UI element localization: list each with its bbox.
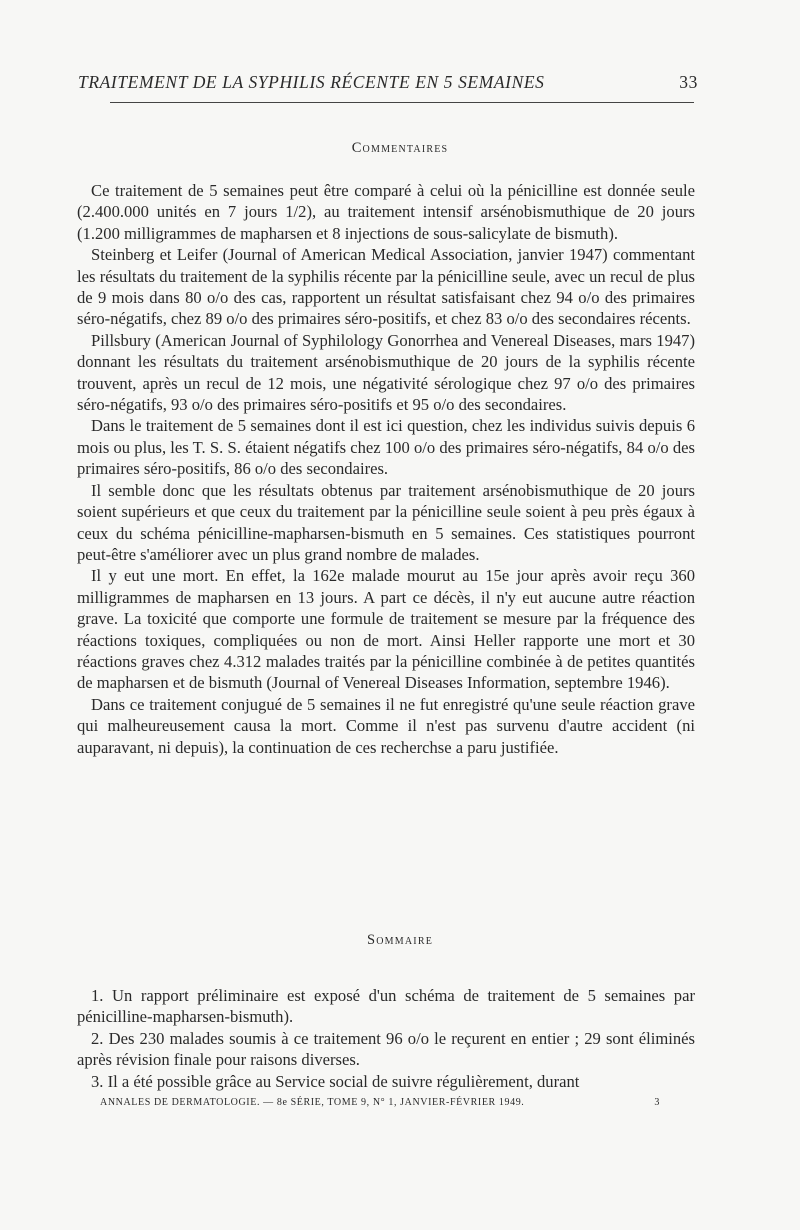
paragraph: Ce traitement de 5 semaines peut être comparé à celui où la pénicilline est donnée seule (2.400.000 unités en 7 jours 1/2), au traitement intensif arsénobismuthique de 20 jours (1.200 milligrammes de mapharsen et 8 injections de sous-salicylate de bismuth). bbox=[77, 181, 695, 243]
footer-citation: ANNALES DE DERMATOLOGIE. — 8e SÉRIE, TOME 9, N° 1, JANVIER-FÉVRIER 1949. bbox=[100, 1097, 525, 1108]
header-rule bbox=[110, 102, 694, 103]
running-header bbox=[78, 72, 698, 93]
running-title: TRAITEMENT DE LA SYPHILIS RÉCENTE EN 5 SEMAINES bbox=[78, 72, 545, 92]
page-footer bbox=[100, 1097, 660, 1108]
paragraph: Steinberg et Leifer (Journal of American Medical Association, janvier 1947) commentant les résultats du traitement de la syphilis récente par la pénicilline seule, avec un recul de plus de 9 mois dans 80 o/o des cas, rapportent un résultat satisfaisant chez 94 o/o des primaires séro-négatifs, chez 89 o/o des primaires séro-positifs, et chez 83 o/o des secondaires récents. bbox=[77, 245, 695, 329]
summary-item: 3. Il a été possible grâce au Service social de suivre régulièrement, durant bbox=[91, 1071, 580, 1091]
footer-signature: 3 bbox=[654, 1097, 660, 1108]
paragraph: Il semble donc que les résultats obtenus par traitement arsénobismuthique de 20 jours soient supérieurs et que ceux du traitement par la pénicilline seule soient à peu près égaux à ceux du schéma pénicilline-mapharsen-bismuth en 5 semaines. Ces statistiques pourront peut-être s'améliorer avec un plus grand nombre de malades. bbox=[77, 480, 695, 564]
summary-item: 1. Un rapport préliminaire est exposé d'un schéma de traitement de 5 semaines par pénicilline-mapharsen-bismuth). bbox=[77, 986, 695, 1027]
sommaire-body bbox=[77, 985, 695, 1092]
page-number: 33 bbox=[679, 72, 698, 92]
section-title-sommaire: Sommaire bbox=[367, 932, 433, 948]
commentaires-body bbox=[77, 180, 695, 758]
section-title-commentaires: Commentaires bbox=[351, 140, 449, 156]
paragraph: Pillsbury (American Journal of Syphilology Gonorrhea and Venereal Diseases, mars 1947) donnant les résultats du traitement arsénobismuthique de 20 jours de la syphilis récente trouvent, après un recul de 12 mois, une négativité sérologique chez 97 o/o des primaires séro-négatifs, 93 o/o des primaires séro-positifs et 95 o/o des secondaires. bbox=[77, 330, 695, 415]
paragraph: Il y eut une mort. En effet, la 162e malade mourut au 15e jour après avoir reçu 360 milligrammes de mapharsen en 13 jours. A part ce décès, il n'y eut aucune autre réaction grave. La toxicité que comporte une formule de traitement se mesure par la fréquence des réactions toxiques, compliquées ou non de mort. Ainsi Heller rapporte une mort et 30 réactions graves chez 4.312 malades traités par la pénicilline combinée à de petites quantités de mapharsen et de bismuth (Journal of Venereal Diseases Information, septembre 1946). bbox=[77, 566, 695, 693]
summary-item: 2. Des 230 malades soumis à ce traitement 96 o/o le reçurent en entier ; 29 sont éliminés après révision finale pour raisons diverses. bbox=[77, 1028, 695, 1070]
paragraph: Dans le traitement de 5 semaines dont il est ici question, chez les individus suivis depuis 6 mois ou plus, les T. S. S. étaient négatifs chez 100 o/o des primaires séro-négatifs, 84 o/o des primaires séro-positifs, 86 o/o des secondaires. bbox=[77, 416, 695, 479]
paragraph: Dans ce traitement conjugué de 5 semaines il ne fut enregistré qu'une seule réaction grave qui malheureusement causa la mort. Comme il n'est pas survenu d'autre accident (ni auparavant, ni depuis), la continuation de ces recherchse a paru justifiée. bbox=[77, 694, 695, 757]
